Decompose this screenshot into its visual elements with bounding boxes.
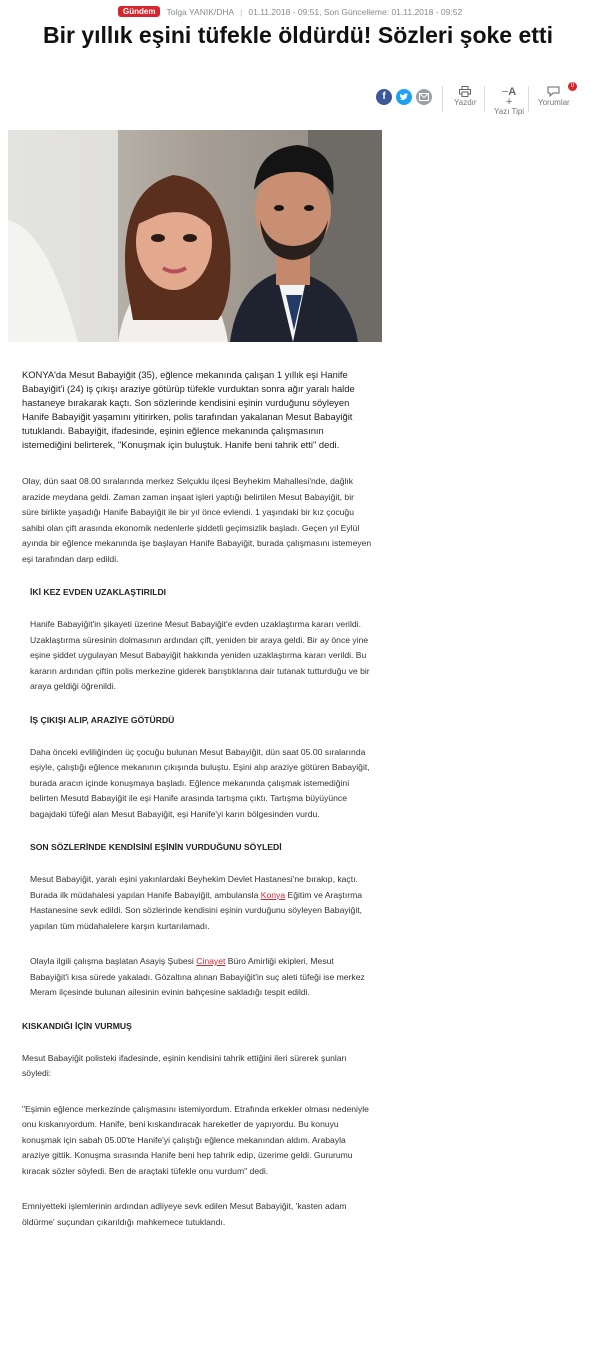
print-label: Yazdır	[454, 98, 477, 107]
toolbar-divider	[442, 86, 443, 112]
printer-svg	[459, 86, 471, 97]
comment-svg	[547, 86, 560, 97]
headline: Bir yıllık eşini tüfekle öldürdü! Sözleri şoke etti	[43, 22, 553, 48]
article-paragraph: Emniyetteki işlemlerinin ardından adliyeye sevk edilen Mesut Babayiğit, 'kasten adam öldürme' suçundan çıkarıldığı mahkemece tutuklandı.	[22, 1201, 347, 1227]
article-quote: "Eşimin eğlence merkezinde çalışmasını istemiyordum. Etrafında erkekler olması nedeniyle onu kıskanıyordum. Hanife, beni kıskandıracak hareketler de yapıyordu. Bu konuyu konuşmak için sabah 05.00'te Hanife'yi çalıştığı eğlence mekanından aldım. Arabayla araziye gittik. Konuşma sırasında Hanife beni hep tahrik edip, üzerime geldi. Gururumu kıracak sözler söyledi. Ben de araçtaki tüfekle onu vurdum" dedi.	[22, 1103, 369, 1176]
article-lead: KONYA'da Mesut Babayiğit (35), eğlence mekanında çalışan 1 yıllık eşi Hanife Babayiğit'i (24) iş çıkışı araziye götürüp tüfekle vurduktan sonra ağır yaralı halde hastaneye bırakarak kaçtı. Son sözlerinde kendisini eşinin vurduğunu söyleyen Hanife Babayiğit yaşamını yitirirken, polis tarafından yakalanan Mesut Babayiğit tutuklandı. Babayiğit, ifadesinde, eşinin eğlence mekanında çalışmasının istemediğini belirterek, "Konuşmak için buluştuk. Hanife beni tahrik etti" dedi.	[22, 369, 355, 450]
text-run: Olayla ilgili çalışma başlatan Asayiş Şubesi	[30, 956, 197, 966]
font-increase-icon[interactable]: +	[505, 96, 513, 108]
couple-photo-illustration	[8, 130, 382, 342]
author: Tolga YANIK/DHA	[166, 6, 235, 17]
article-body	[22, 368, 372, 1250]
article-subheading: İKİ KEZ EVDEN UZAKLAŞTIRILDI	[30, 587, 167, 597]
article-paragraph	[22, 872, 372, 934]
article-paragraph	[22, 954, 372, 1001]
toolbar-divider	[528, 86, 529, 112]
comments-count-badge: 0	[568, 82, 577, 91]
font-size-glyph: A	[508, 86, 517, 98]
keyword-link-cinayet[interactable]: Cinayet	[196, 956, 226, 966]
article-paragraph: Mesut Babayiğit polisteki ifadesinde, eşinin kendisini tahrik ettiğini ileri sürerek şunları söyledi:	[22, 1052, 347, 1078]
article-photo	[8, 130, 382, 342]
article-paragraph: Olay, dün saat 08.00 sıralarında merkez Selçuklu ilçesi Beyhekim Mahallesi'nde, dağlık arazide meydana geldi. Zaman zaman inşaat işleri yaptığı belirtilen Mesut Babayiğit, bir süre birlikte yaşadığı Hanife Babayiğit ile bir yıl önce evlendi. 1 yaşındaki bir kız çocuğu sahibi olan çift arasında ekonomik nedenlerle şiddetli geçimsizlik başladı. Geçen yıl Eylül ayında bir eğlence mekanında işe başlayan Hanife Babayiğit, burada çalışmasını istemeyen eşi tarafından darp edildi.	[22, 476, 372, 564]
category-badge[interactable]: Gündem	[118, 6, 160, 17]
comments-label: Yorumlar	[538, 98, 570, 107]
text-run: Büro Amirliği ekipleri, Mesut Babayiğit'i kısa sürede yakaladı. Gözaltına alınan Babayiğit'in suç aleti tüfeği ise merkez Meram ilçesinde bulunan ailesinin evinin bahçesine sakladığı tespit edildi.	[30, 956, 365, 997]
font-label: Yazı Tipi	[494, 107, 525, 116]
envelope-icon	[419, 93, 429, 101]
bird-icon	[399, 92, 409, 102]
comment-bubble-icon	[538, 86, 570, 98]
comments-button[interactable]	[538, 83, 575, 107]
meta-comma: ,	[319, 6, 324, 17]
text-run: Mesut Babayiğit, yaralı eşini yakınlardaki Beyhekim Devlet Hastanesi'ne bırakıp, kaçtı. Burada ilk müdahalesi yapılan Hanife Babayiğit, ambulansla	[30, 874, 358, 900]
font-size-icon: −A	[501, 86, 517, 98]
meta-divider: |	[240, 6, 243, 17]
published-date: 01.11.2018 - 09:51	[248, 6, 320, 17]
facebook-share-icon[interactable]: f	[376, 89, 392, 105]
font-size-button[interactable]	[494, 86, 524, 116]
article-subheading: KISKANDIĞI İÇİN VURMUŞ	[22, 1020, 132, 1031]
article-meta	[118, 6, 588, 17]
article-toolbar	[374, 83, 590, 122]
keyword-link-konya[interactable]: Konya	[260, 889, 286, 900]
printer-icon	[454, 86, 477, 98]
updated-date: 01.11.2018 - 09:52	[391, 6, 463, 17]
print-button[interactable]	[454, 86, 477, 107]
text-run: Eğitim ve Araştırma Hastanesine sevk edildi. Son sözlerinde kendisini eşinin vurduğunu söyleyen Babayiğit, yapılan tüm müdahalelere karşın kurtarılamadı.	[30, 889, 363, 931]
article-subheading: İŞ ÇIKIŞI ALIP, ARAZİYE GÖTÜRDÜ	[30, 714, 175, 725]
email-share-icon[interactable]	[416, 89, 432, 105]
article-paragraph: Daha önceki evliliğinden üç çocuğu bulunan Mesut Babayiğit, dün saat 05.00 sıralarında eşiyle, çalıştığı eğlence mekanının çıkışında buluştu. Eşini alıp araziye götüren Babayiğit, burada aracın içinde konuşmaya başladı. Eğlence mekanında çalışmak istemediğini belirten Mesutd Babayiğit ile eşi Hanife arasında tartışma çıktı. Tartışma büyüyünce bagajdaki tüfeği alan Mesut Babayiğit, eşi Hanife'yi karın bölgesinden vurdu.	[30, 746, 370, 819]
twitter-share-icon[interactable]	[396, 89, 412, 105]
article-paragraph: Hanife Babayiğit'in şikayeti üzerine Mesut Babayiğit'e evden uzaklaştırma kararı verildi. Uzaklaştırma süresinin dolmasının ardından çift, yeniden bir araya geldi. Bir ay önce yine eşine şiddet uygulayan Mesut Babayiğit hakkında yeniden uzaklaştırma kararı verildi. Bu kararın ardından çiftin polis merkezine giderek barıştıklarına dair tutanak tutturduğu ve bir araya geldiği öğrenildi.	[30, 619, 370, 691]
article-subheading: SON SÖZLERİNDE KENDİSİNİ EŞİNİN VURDUĞUNU SÖYLEDİ	[30, 842, 282, 852]
updated-label: Son Güncelleme:	[323, 6, 390, 17]
toolbar-divider	[484, 86, 485, 112]
